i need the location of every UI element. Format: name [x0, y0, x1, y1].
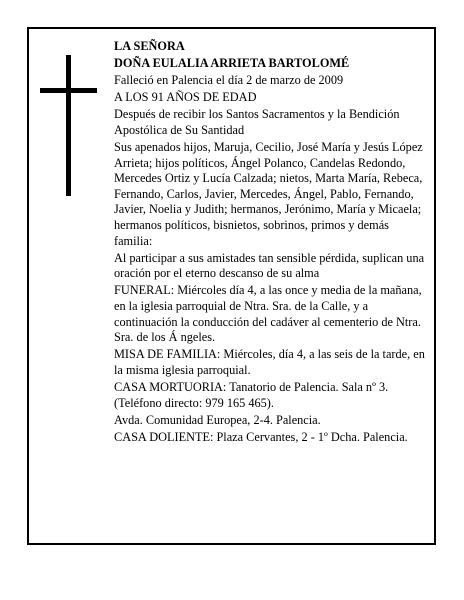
mortuary-address: Avda. Comunidad Europea, 2-4. Palencia.	[114, 412, 321, 427]
cross-icon	[66, 55, 71, 196]
death-statement: Falleció en Palencia el día 2 de marzo de 2009	[114, 73, 344, 88]
cross-icon-arm	[40, 88, 97, 93]
prayer-request: Al participar a sus amistades tan sensible pérdida, suplican una oración por el eterno descanso de su alma	[114, 250, 425, 281]
obituary-text	[114, 39, 426, 447]
deceased-name: DOÑA EULALIA ARRIETA BARTOLOMÉ	[114, 56, 350, 71]
mortuary-info: CASA MORTUORIA: Tanatorio de Palencia. Sala nº 3. (Teléfono directo: 979 165 465).	[114, 379, 389, 410]
title-line-1: LA SEÑORA	[114, 39, 185, 53]
home-info: CASA DOLIENTE: Plaza Cervantes, 2 - 1º Dcha. Palencia.	[114, 429, 408, 444]
sacraments-statement: Después de recibir los Santos Sacramentos y la Bendición Apostólica de Su Santidad	[114, 107, 400, 137]
family-mass-info: MISA DE FAMILIA: Miércoles, día 4, a las seis de la tarde, en la misma iglesia parroquial.	[114, 347, 425, 377]
family-list: Sus apenados hijos, Maruja, Cecilio, José María y Jesús López Arrieta; hijos políticos, Ángel Polanco, Candelas Redondo, Mercedes Ortiz y Lucía Calzada; nietos, Marta María, Rebeca, Fernando, Carlos, Javier, Mercedes, Ángel, Pablo, Fernando, Javier, Noelia y Judith; hermanos, Jerónimo, María y Micaela; hermanos políticos, bisnietos, sobrinos, primos y demás familia:	[114, 140, 423, 248]
age-statement: A LOS 91 AÑOS DE EDAD	[114, 90, 257, 105]
funeral-info: FUNERAL: Miércoles día 4, a las once y media de la mañana, en la iglesia parroquial de Ntra. Sra. de la Calle, y a continuación la conducción del cadáver al cementerio de Ntra. Sra. de los Á ngeles.	[114, 283, 422, 345]
